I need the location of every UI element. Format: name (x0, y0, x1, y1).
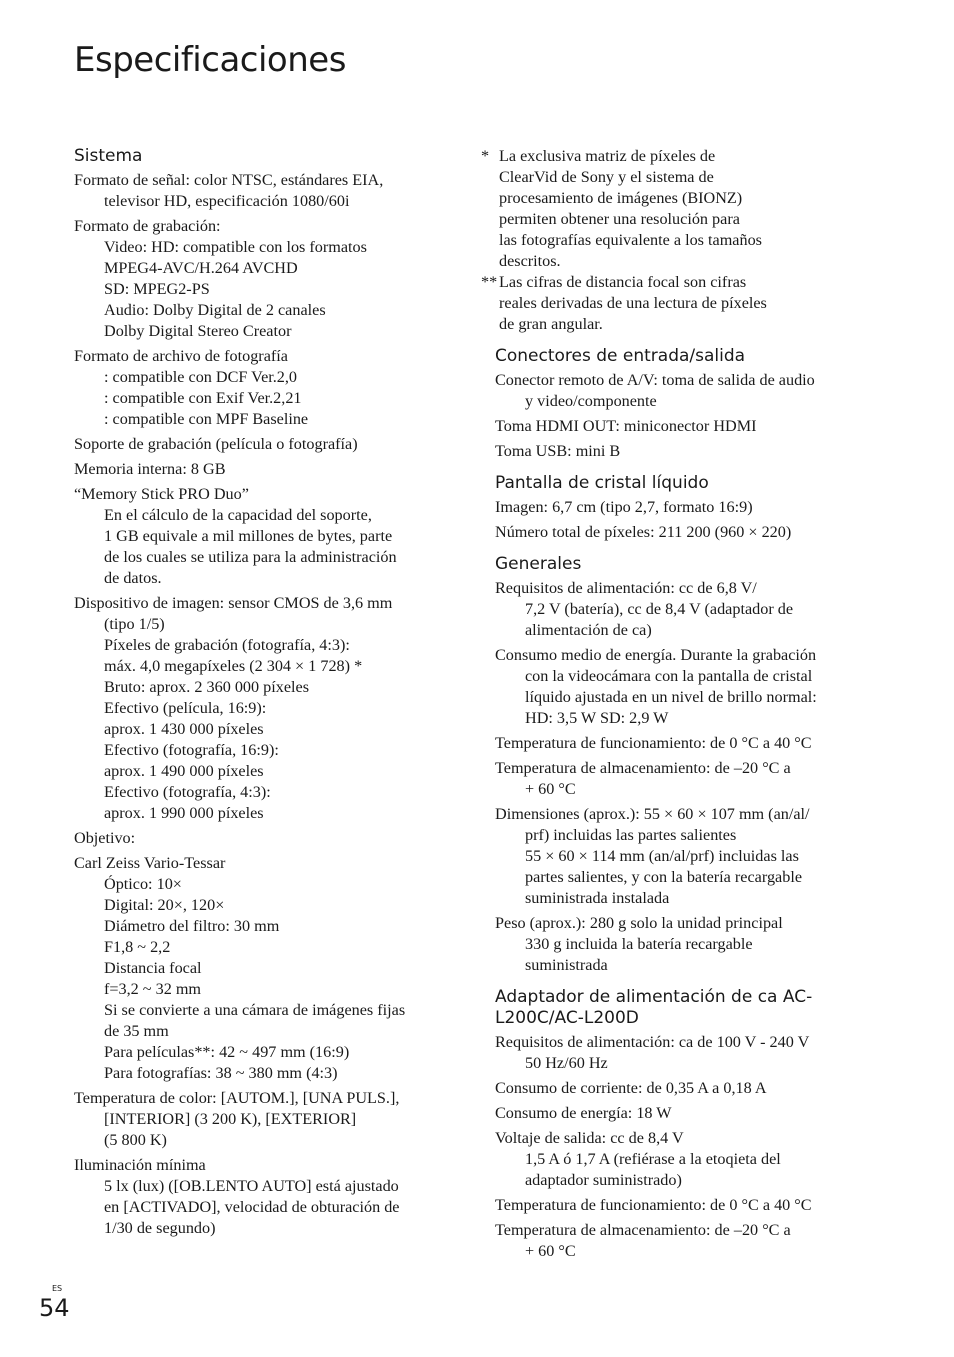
spec-line: [INTERIOR] (3 200 K), [EXTERIOR] (104, 1110, 357, 1128)
spec-formato-grabacion (74, 216, 446, 342)
spec-line: Conector remoto de A/V: toma de salida de audio (495, 371, 815, 389)
spec-requisitos (495, 578, 867, 641)
spec-line: con la videocámara con la pantalla de cristal (525, 667, 813, 685)
spec-line: Memoria interna: 8 GB (74, 460, 226, 478)
spec-line: Dimensiones (aprox.): 55 × 60 × 107 mm (an/al/ (495, 805, 810, 823)
spec-line: : compatible con Exif Ver.2,21 (104, 389, 302, 407)
spec-line: “Memory Stick PRO Duo” (74, 485, 249, 503)
heading-line: Adaptador de alimentación de ca AC- (495, 987, 813, 1007)
spec-line: Voltaje de salida: cc de 8,4 V (495, 1129, 684, 1147)
spec-soporte (74, 434, 446, 455)
spec-line: de datos. (104, 569, 162, 587)
spec-line: Temperatura de color: [AUTOM.], [UNA PULS.], (74, 1089, 400, 1107)
spec-line: Digital: 20×, 120× (104, 896, 225, 914)
spec-line: en [ACTIVADO], velocidad de obturación de (104, 1198, 400, 1216)
spec-line: Carl Zeiss Vario-Tessar (74, 854, 226, 872)
spec-usb (495, 441, 867, 462)
spec-hdmi (495, 416, 867, 437)
spec-line: Temperatura de almacenamiento: de –20 °C a (495, 1221, 791, 1239)
spec-formato-senal (74, 170, 446, 212)
spec-line: de los cuales se utiliza para la administración (104, 548, 397, 566)
spec-line: (5 800 K) (104, 1131, 167, 1149)
spec-line: F1,8 ~ 2,2 (104, 938, 171, 956)
spec-line: Iluminación mínima (74, 1156, 206, 1174)
spec-line: 1,5 A ó 1,7 A (refiérase a la etoqieta del (525, 1150, 781, 1168)
spec-line: Temperatura de funcionamiento: de 0 °C a 40 °C (495, 734, 812, 752)
spec-line: 330 g incluida la batería recargable (525, 935, 753, 953)
spec-line: Formato de señal: color NTSC, estándares EIA, (74, 171, 384, 189)
spec-line: alimentación de ca) (525, 621, 652, 639)
spec-line: 1 GB equivale a mil millones de bytes, parte (104, 527, 393, 545)
spec-line: Audio: Dolby Digital de 2 canales (104, 301, 326, 319)
spec-peso (495, 913, 867, 976)
spec-line: HD: 3,5 W SD: 2,9 W (525, 709, 669, 727)
spec-line: Dispositivo de imagen: sensor CMOS de 3,6 mm (74, 594, 393, 612)
spec-line: partes salientes, y con la batería recargable (525, 868, 802, 886)
spec-line: aprox. 1 990 000 píxeles (104, 804, 264, 822)
spec-adaptador-requisitos (495, 1032, 867, 1074)
spec-adaptador-voltaje (495, 1128, 867, 1191)
section-heading-adaptador (495, 987, 867, 1029)
spec-line: Formato de grabación: (74, 217, 221, 235)
spec-line: suministrada (525, 956, 608, 974)
spec-line: Diámetro del filtro: 30 mm (104, 917, 280, 935)
footnote-line: Las cifras de distancia focal son cifras (499, 273, 747, 291)
spec-carl-zeiss (74, 853, 446, 1084)
spec-line: Consumo medio de energía. Durante la grabación (495, 646, 817, 664)
spec-line: Efectivo (fotografía, 16:9): (104, 741, 279, 759)
spec-line: MPEG4-AVC/H.264 AVCHD (104, 259, 298, 277)
spec-line: Bruto: aprox. 2 360 000 píxeles (104, 678, 310, 696)
spec-dimensiones (495, 804, 867, 909)
spec-line: aprox. 1 430 000 píxeles (104, 720, 264, 738)
heading-line: L200C/AC-L200D (495, 1008, 639, 1028)
footnote-mark: * (481, 147, 490, 165)
footnote-line: las fotografías equivalente a los tamaños (499, 231, 762, 249)
footnote-line: procesamiento de imágenes (BIONZ) (499, 189, 743, 207)
spec-line: Video: HD: compatible con los formatos (104, 238, 367, 256)
spec-line: Peso (aprox.): 280 g solo la unidad principal (495, 914, 783, 932)
spec-line: de 35 mm (104, 1022, 169, 1040)
spec-line: Efectivo (fotografía, 4:3): (104, 783, 271, 801)
spec-line: Toma USB: mini B (495, 442, 621, 460)
spec-formato-archivo (74, 346, 446, 430)
spec-line: Formato de archivo de fotografía (74, 347, 288, 365)
footnote-single-asterisk (435, 146, 867, 272)
spec-line: Para fotografías: 38 ~ 380 mm (4:3) (104, 1064, 338, 1082)
spec-line: líquido ajustada en un nivel de brillo normal: (525, 688, 817, 706)
section-heading-generales: Generales (495, 554, 582, 574)
spec-line: 7,2 V (batería), cc de 8,4 V (adaptador de (525, 600, 794, 618)
spec-line: Consumo de energía: 18 W (495, 1104, 672, 1122)
spec-line: : compatible con DCF Ver.2,0 (104, 368, 298, 386)
spec-line: Para películas**: 42 ~ 497 mm (16:9) (104, 1043, 350, 1061)
spec-line: prf) incluidas las partes salientes (525, 826, 737, 844)
section-heading-conectores: Conectores de entrada/salida (495, 346, 746, 366)
spec-line: 5 lx (lux) ([OB.LENTO AUTO] está ajustado (104, 1177, 399, 1195)
spec-adaptador-temp-alm (495, 1220, 867, 1262)
spec-line: Temperatura de funcionamiento: de 0 °C a 40 °C (495, 1196, 812, 1214)
page-number: 54 (39, 1294, 70, 1322)
spec-line: 1/30 de segundo) (104, 1219, 216, 1237)
spec-line: Objetivo: (74, 829, 136, 847)
spec-line: Imagen: 6,7 cm (tipo 2,7, formato 16:9) (495, 498, 753, 516)
spec-line: Distancia focal (104, 959, 202, 977)
spec-line: f=3,2 ~ 32 mm (104, 980, 202, 998)
spec-line: Requisitos de alimentación: cc de 6,8 V/ (495, 579, 757, 597)
spec-line: : compatible con MPF Baseline (104, 410, 309, 428)
spec-adaptador-energia (495, 1103, 867, 1124)
spec-dispositivo-imagen (74, 593, 446, 824)
spec-memoria (74, 459, 446, 480)
spec-memory-stick (74, 484, 446, 589)
spec-imagen (495, 497, 867, 518)
spec-temperatura-color (74, 1088, 446, 1151)
spec-objetivo (74, 828, 446, 849)
spec-consumo (495, 645, 867, 729)
spec-line: aprox. 1 490 000 píxeles (104, 762, 264, 780)
left-column (74, 146, 446, 1243)
spec-line: máx. 4,0 megapíxeles (2 304 × 1 728) * (104, 657, 363, 675)
spec-adaptador-temp-func (495, 1195, 867, 1216)
spec-line: En el cálculo de la capacidad del soporte, (104, 506, 372, 524)
spec-line: (tipo 1/5) (104, 615, 165, 633)
spec-line: Efectivo (película, 16:9): (104, 699, 267, 717)
footnote-double-asterisk (435, 272, 867, 335)
spec-line: 55 × 60 × 114 mm (an/al/prf) incluidas las (525, 847, 799, 865)
footnote-mark: ** (481, 273, 498, 291)
footnote-line: de gran angular. (499, 315, 603, 333)
spec-line: Si se convierte a una cámara de imágenes fijas (104, 1001, 406, 1019)
footnotes (435, 146, 867, 335)
spec-conector-remoto (495, 370, 867, 412)
spec-line: Temperatura de almacenamiento: de –20 °C a (495, 759, 791, 777)
spec-pixeles (495, 522, 867, 543)
spec-temp-funcionamiento (495, 733, 867, 754)
spec-iluminacion (74, 1155, 446, 1239)
spec-line: Óptico: 10× (104, 875, 182, 893)
spec-line: + 60 °C (525, 1242, 576, 1260)
spec-line: Píxeles de grabación (fotografía, 4:3): (104, 636, 350, 654)
spec-line: SD: MPEG2-PS (104, 280, 210, 298)
spec-adaptador-corriente (495, 1078, 867, 1099)
section-heading-pantalla: Pantalla de cristal líquido (495, 473, 709, 493)
right-column (481, 146, 867, 1266)
spec-temp-almacenamiento (495, 758, 867, 800)
section-heading-sistema: Sistema (74, 146, 143, 166)
spec-line: Requisitos de alimentación: ca de 100 V - 240 V (495, 1033, 810, 1051)
spec-line: + 60 °C (525, 780, 576, 798)
spec-line: Dolby Digital Stereo Creator (104, 322, 292, 340)
spec-line: 50 Hz/60 Hz (525, 1054, 608, 1072)
spec-line: Toma HDMI OUT: miniconector HDMI (495, 417, 757, 435)
spec-line: adaptador suministrado) (525, 1171, 682, 1189)
spec-line: Soporte de grabación (película o fotografía) (74, 435, 358, 453)
spec-line: y video/componente (525, 392, 657, 410)
page-language-tag: ES (52, 1284, 63, 1293)
spec-line: Número total de píxeles: 211 200 (960 × 220) (495, 523, 792, 541)
footnote-line: permiten obtener una resolución para (499, 210, 740, 228)
footnote-line: La exclusiva matriz de píxeles de (499, 147, 716, 165)
footnote-line: reales derivadas de una lectura de píxeles (499, 294, 767, 312)
footnote-line: ClearVid de Sony y el sistema de (499, 168, 714, 186)
page-title: Especificaciones (74, 40, 346, 80)
footnote-line: descritos. (499, 252, 561, 270)
spec-line: televisor HD, especificación 1080/60i (104, 192, 350, 210)
spec-line: Consumo de corriente: de 0,35 A a 0,18 A (495, 1079, 767, 1097)
spec-line: suministrada instalada (525, 889, 670, 907)
